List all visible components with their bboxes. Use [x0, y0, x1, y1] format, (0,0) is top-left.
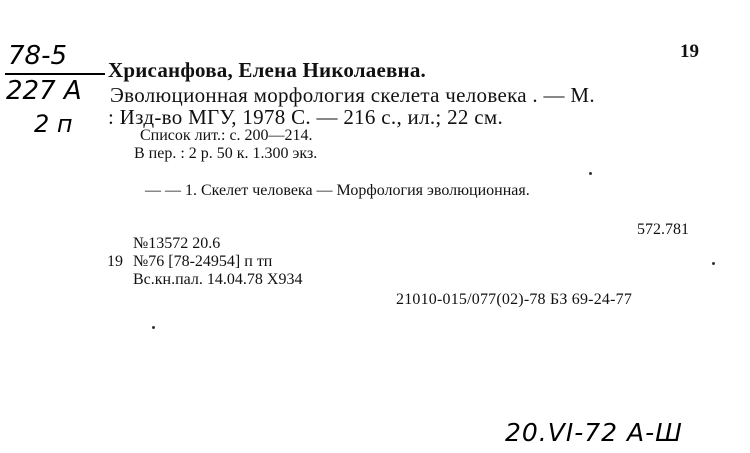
record-line-2-prefix: 19	[107, 253, 123, 270]
handwritten-divider-line	[5, 73, 105, 75]
price-note: В пер. : 2 р. 50 к. 1.300 экз.	[134, 145, 318, 162]
publisher-code: 21010-015/077(02)-78 БЗ 69-24-77	[396, 291, 633, 308]
handwritten-date: 20.VI-72 А-Ш	[505, 418, 683, 447]
classification-code: 572.781	[637, 221, 689, 238]
record-line-2: №76 [78-24954] п тп	[133, 253, 273, 270]
subject-heading: — — 1. Скелет человека — Морфология эволюционная.	[145, 182, 530, 199]
record-line-1: №13572 20.6	[133, 235, 221, 252]
handwritten-shelf-mark: 78-5	[8, 41, 68, 71]
handwritten-note: 2 п	[34, 110, 73, 138]
handwritten-call-number: 227 А	[6, 76, 82, 106]
author-heading: Хрисанфова, Елена Николаевна.	[108, 58, 427, 82]
speck-mark	[589, 172, 592, 175]
title-line-1: Эволюционная морфология скелета человека . — М.	[110, 83, 595, 107]
card-number: 19	[680, 41, 699, 62]
record-line-3: Вс.кн.пал. 14.04.78 Х934	[133, 271, 303, 288]
speck-mark	[712, 262, 715, 265]
bibliography-note: Список лит.: с. 200—214.	[140, 127, 313, 144]
title-line-2: : Изд-во МГУ, 1978 С. — 216 с., ил.; 22 см.	[108, 105, 504, 129]
speck-mark	[152, 326, 155, 329]
